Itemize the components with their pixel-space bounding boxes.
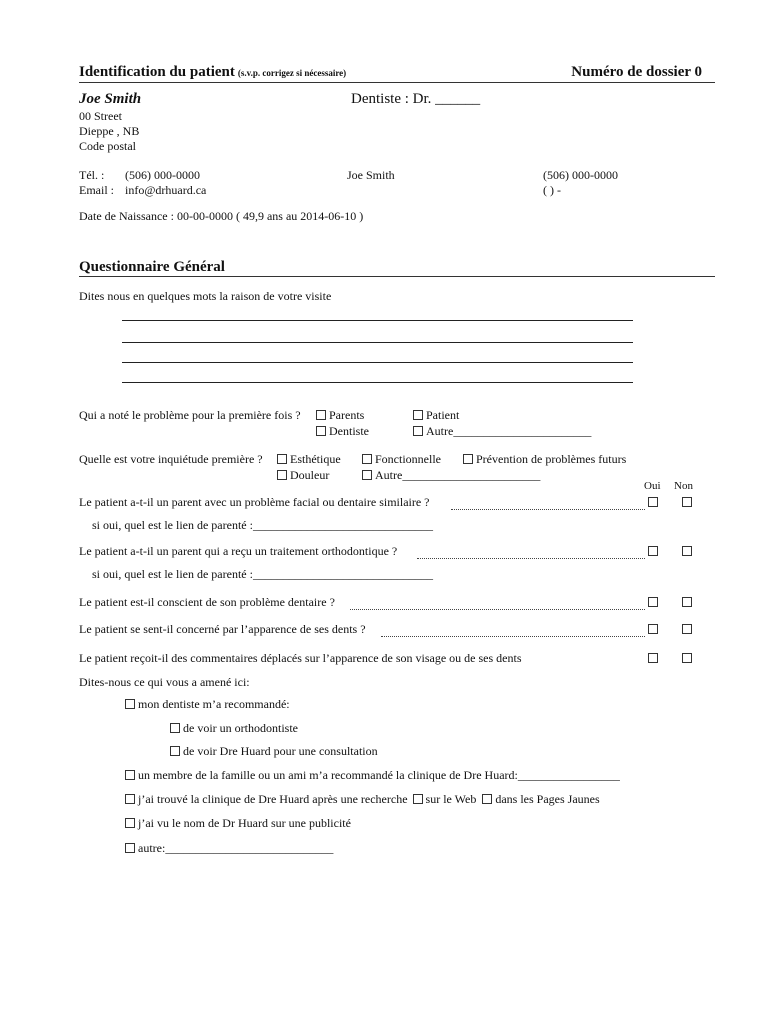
oui-checkbox[interactable] [648,546,658,556]
questionnaire-title: Questionnaire Général [79,259,225,275]
leader-dots [451,495,645,510]
question-text: Le patient est-il conscient de son problème dentaire ? [79,595,335,609]
checkbox-icon[interactable] [125,770,135,780]
column-non: Non [674,480,693,492]
checkbox-icon[interactable] [277,454,287,464]
question-row-3 [79,595,715,611]
referral-dre-huard[interactable]: de voir Dre Huard pour une consultation [170,744,378,759]
leader-dots [381,622,645,637]
non-checkbox[interactable] [682,546,692,556]
concern-other[interactable]: Autre_______________________ [362,468,540,483]
header-subtitle: (s.v.p. corrigez si nécessaire) [237,68,347,78]
oui-checkbox[interactable] [648,597,658,607]
header-title-block [79,64,346,81]
who-noticed-patient[interactable]: Patient [413,408,459,423]
who-noticed-question: Qui a noté le problème pour la première fois ? [79,408,301,422]
concern-prevention[interactable]: Prévention de problèmes futurs [463,452,626,467]
visit-reason-line-1[interactable] [122,320,633,321]
question-row-5 [79,651,715,667]
question-text: Le patient a-t-il un parent avec un problème facial ou dentaire similaire ? [79,495,430,509]
visit-reason-line-3[interactable] [122,362,633,363]
checkbox-icon[interactable] [413,426,423,436]
contact-phone2: ( ) - [543,183,561,197]
tel-label: Tél. : [79,168,105,182]
question-text: Le patient se sent-il concerné par l’apparence de ses dents ? [79,622,366,636]
referral-question: Dites-nous ce qui vous a amené ici: [79,675,250,689]
who-noticed-other[interactable]: Autre_______________________ [413,424,591,439]
concern-question: Quelle est votre inquiétude première ? [79,452,263,466]
referral-other[interactable]: autre:____________________________ [125,841,333,856]
checkbox-icon[interactable] [125,794,135,804]
web-checkbox-icon[interactable] [413,794,423,804]
address-line1: 00 Street [79,109,122,123]
referral-search[interactable]: j’ai trouvé la clinique de Dre Huard après une recherche sur le Web dans les Pages Jaunes [125,792,600,807]
oui-checkbox[interactable] [648,497,658,507]
address-line2: Dieppe , NB [79,124,140,138]
email-value: info@drhuard.ca [125,183,207,197]
email-label: Email : [79,183,114,197]
leader-dots [417,544,645,559]
web-option: sur le Web [425,792,477,806]
question-text: Le patient reçoit-il des commentaires déplacés sur l’apparence de son visage ou de ses dents [79,651,522,665]
checkbox-icon[interactable] [125,699,135,709]
date-of-birth: Date de Naissance : 00-00-0000 ( 49,9 ans au 2014-06-10 ) [79,209,364,223]
visit-reason-label: Dites nous en quelques mots la raison de votre visite [79,289,332,303]
checkbox-icon[interactable] [125,818,135,828]
contact-name: Joe Smith [347,168,395,182]
tel-value: (506) 000-0000 [125,168,200,182]
referral-ad[interactable]: j’ai vu le nom de Dr Huard sur une publicité [125,816,351,831]
concern-functional[interactable]: Fonctionnelle [362,452,441,467]
question-row-4 [79,622,715,638]
referral-family-friend[interactable]: un membre de la famille ou un ami m’a recommandé la clinique de Dre Huard:_________________ [125,768,620,783]
non-checkbox[interactable] [682,653,692,663]
column-oui: Oui [644,480,661,492]
checkbox-icon[interactable] [463,454,473,464]
oui-checkbox[interactable] [648,624,658,634]
checkbox-icon[interactable] [362,470,372,480]
patient-name: Joe Smith [79,91,142,107]
concern-pain[interactable]: Douleur [277,468,329,483]
questionnaire-rule [79,276,715,277]
oui-checkbox[interactable] [648,653,658,663]
non-checkbox[interactable] [682,597,692,607]
checkbox-icon[interactable] [316,410,326,420]
checkbox-icon[interactable] [277,470,287,480]
header-rule [79,82,715,83]
q1-follow-up[interactable]: si oui, quel est le lien de parenté :______________________________ [92,518,433,532]
visit-reason-line-2[interactable] [122,342,633,343]
q2-follow-up[interactable]: si oui, quel est le lien de parenté :______________________________ [92,567,433,581]
file-number: Numéro de dossier 0 [571,64,702,80]
concern-esthetic[interactable]: Esthétique [277,452,341,467]
referral-dentist[interactable]: mon dentiste m’a recommandé: [125,697,290,712]
referral-orthodontist[interactable]: de voir un orthodontiste [170,721,298,736]
pages-jaunes-option: dans les Pages Jaunes [495,792,600,806]
question-row-1 [79,495,715,511]
checkbox-icon[interactable] [170,746,180,756]
dentist-label: Dentiste : Dr. ______ [351,91,481,107]
leader-dots [350,595,645,610]
checkbox-icon[interactable] [362,454,372,464]
address-line3: Code postal [79,139,136,153]
contact-phone1: (506) 000-0000 [543,168,618,182]
pages-jaunes-checkbox-icon[interactable] [482,794,492,804]
header-title: Identification du patient [79,64,235,80]
who-noticed-parents[interactable]: Parents [316,408,364,423]
visit-reason-line-4[interactable] [122,382,633,383]
non-checkbox[interactable] [682,497,692,507]
who-noticed-dentist[interactable]: Dentiste [316,424,369,439]
checkbox-icon[interactable] [316,426,326,436]
checkbox-icon[interactable] [170,723,180,733]
question-row-2 [79,544,715,560]
question-text: Le patient a-t-il un parent qui a reçu un traitement orthodontique ? [79,544,398,558]
checkbox-icon[interactable] [413,410,423,420]
checkbox-icon[interactable] [125,843,135,853]
non-checkbox[interactable] [682,624,692,634]
